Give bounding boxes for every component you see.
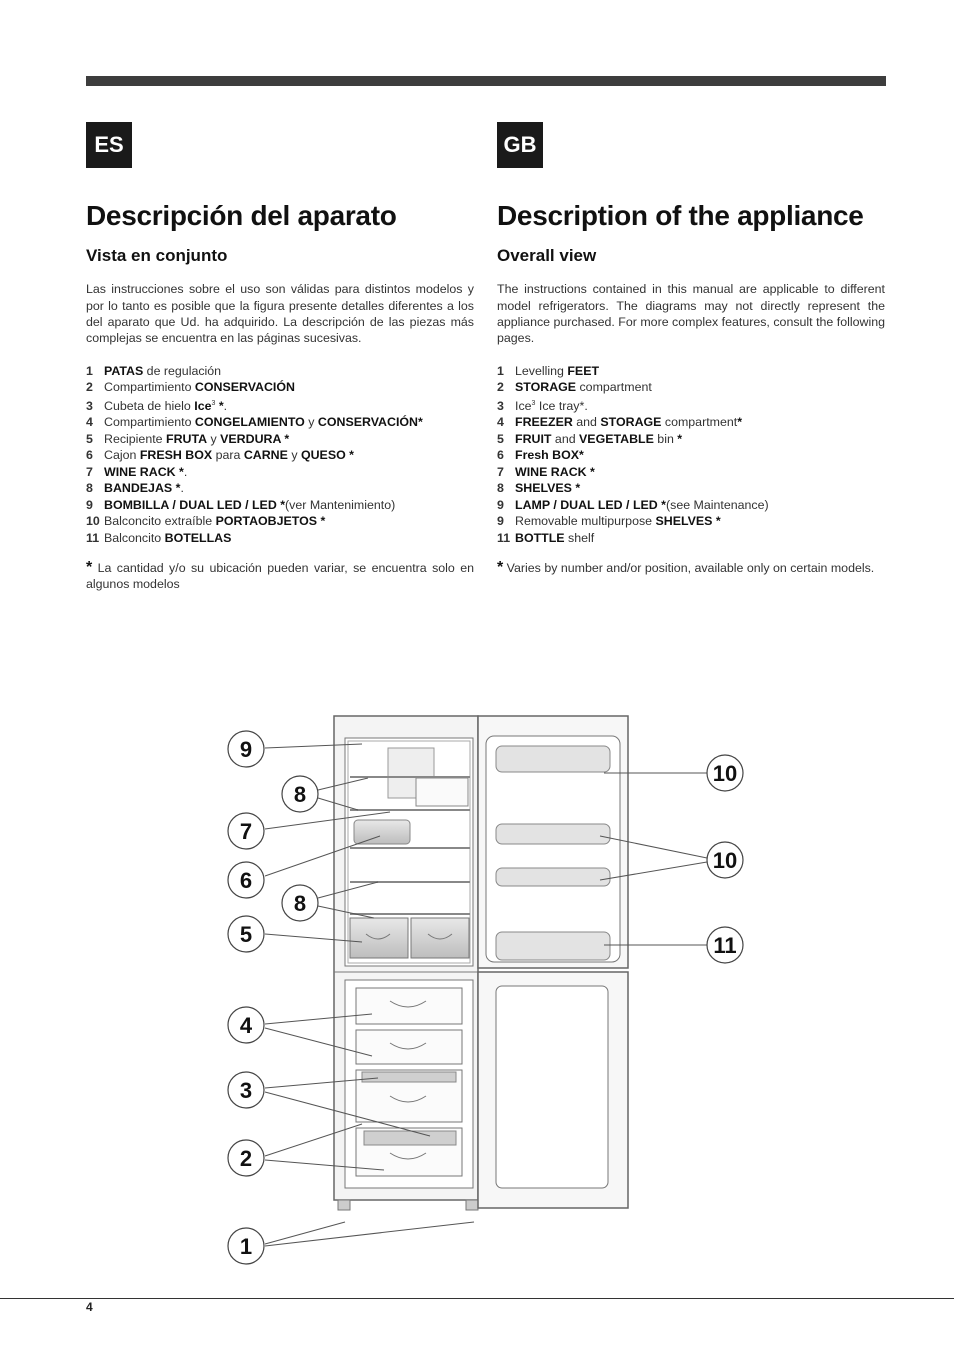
item-text: CONSERVACIÓN* [317,415,423,430]
callout-2: 2 [239,1146,253,1171]
item-text: Compartimiento [104,380,195,395]
item-text: . [183,464,188,479]
item-text: FRUTA [166,431,208,446]
item-text: VEGETABLE [579,431,654,446]
list-item [86,431,474,448]
item-text: bin [653,431,678,446]
item-number: 11 [86,530,100,545]
callout-8-lower: 8 [293,891,307,916]
footnote-star: * [86,559,93,577]
item-number: 4 [497,415,504,430]
item-number: 9 [497,497,504,512]
item-text: y [207,431,221,446]
item-text: (ver Mantenimiento) [285,497,396,512]
item-text: y [304,415,318,430]
item-text: (see Maintenance) [666,497,769,512]
callout-4: 4 [239,1013,253,1038]
list-item [497,396,885,415]
item-text: Levelling [515,363,568,378]
footnote-es [86,560,474,592]
item-text: BOTTLE [515,530,565,545]
list-item [86,480,474,497]
item-text: STORAGE [515,380,577,395]
list-item [497,497,885,514]
item-text: WINE RACK * [515,464,595,479]
callout-11: 11 [713,933,737,958]
item-number: 9 [86,497,93,512]
item-text: VERDURA * [220,431,290,446]
list-item [497,513,885,530]
list-item [497,464,885,481]
item-number: 11 [497,530,511,545]
item-text: and [551,431,580,446]
item-text: * [737,415,743,430]
callout-9: 9 [239,737,253,762]
item-text: STORAGE [600,415,662,430]
list-item [497,480,885,497]
callout-5: 5 [239,922,253,947]
item-text: Cajon [104,448,140,463]
section-title-gb: Description of the appliance [497,200,864,231]
item-text: BOMBILLA / DUAL LED / LED * [104,497,286,512]
item-number: 7 [86,464,93,479]
item-text: BANDEJAS * [104,481,181,496]
item-text: SHELVES * [655,514,721,529]
item-text: . [180,481,184,496]
list-item [86,363,474,380]
page-number: 4 [86,1300,93,1314]
list-item [497,414,885,431]
item-text: * [215,398,224,413]
list-item [86,464,474,481]
footer-rule [0,1298,954,1299]
item-number: 4 [86,415,93,430]
item-text: shelf [564,530,595,545]
list-item [497,530,885,547]
item-number: 1 [86,363,93,378]
item-text: SHELVES * [515,481,581,496]
item-number: 7 [497,464,504,479]
footnote-text: La cantidad y/o su ubicación pueden variar, se encuentra solo en algunos modelos [86,561,474,592]
section-subtitle-gb: Overall view [497,246,597,266]
list-item [86,396,474,415]
item-text: Ice [515,398,532,413]
item-text: y [287,448,301,463]
item-number: 2 [497,380,504,395]
item-text: 3 [531,399,536,407]
parts-list-gb [497,363,885,547]
item-text: Ice tray*. [535,398,588,413]
item-number: 8 [86,481,93,496]
item-text: FRUIT [515,431,552,446]
footnote-star: * [497,559,504,577]
intro-text-es: Las instrucciones sobre el uso son válidas para distintos modelos y por lo tanto es posible que la figura presente detalles diferentes a los del aparato que Ud. ha adquirido. La descripción de las piezas más complejas se encuentra en las páginas sucesivas. [86,282,474,346]
list-item [86,530,474,547]
list-item [497,431,885,448]
item-text: FRESH BOX [139,448,213,463]
item-number: 3 [497,398,504,413]
footnote-gb [497,560,885,576]
item-text: Balconcito extraíble [104,514,216,529]
list-item [86,379,474,396]
item-text: CARNE [243,448,288,463]
item-text: Removable multipurpose [515,514,656,529]
section-title-es: Descripción del aparato [86,200,397,231]
footnote-text: Varies by number and/or position, available only on certain models. [503,561,875,576]
intro-text-gb: The instructions contained in this manual are applicable to different model refrigerators. The diagrams may not directly represent the appliance purchased. For more complex features, consult the following pages. [497,282,885,346]
section-subtitle-es: Vista en conjunto [86,246,228,266]
item-text: para [212,448,244,463]
item-text: CONGELAMIENTO [194,415,305,430]
callout-10-lower: 10 [712,848,738,873]
column-spanish [86,122,474,592]
column-english [497,122,885,576]
item-text: PATAS [104,363,144,378]
item-text: CONSERVACIÓN [194,380,295,395]
list-item [86,414,474,431]
callout-3: 3 [239,1078,253,1103]
list-item [497,379,885,396]
item-number: 5 [86,431,93,446]
language-badge-gb: GB [497,122,543,168]
item-text: Balconcito [104,530,165,545]
callout-6: 6 [239,868,253,893]
item-text: QUESO * [300,448,354,463]
item-text: compartment [661,415,738,430]
item-text: PORTAOBJETOS * [215,514,326,529]
item-text: FEET [567,363,600,378]
item-number: 2 [86,380,93,395]
item-text: FREEZER [515,415,573,430]
item-number: 9 [497,514,504,529]
item-text: LAMP / DUAL LED / LED * [515,497,666,512]
parts-list-es [86,363,474,547]
callout-10-upper: 10 [712,761,738,786]
item-text: and [572,415,601,430]
item-text: BOTELLAS [164,530,232,545]
item-number: 6 [86,448,93,463]
appliance-diagram [220,700,760,1280]
item-text: Ice [194,398,212,413]
item-text: 3 [211,399,216,407]
item-number: 3 [86,398,93,413]
language-badge-es: ES [86,122,132,168]
item-number: 8 [497,481,504,496]
list-item [86,497,474,514]
item-number: 1 [497,363,504,378]
item-text: Cubeta de hielo [104,398,195,413]
item-text: * [677,431,683,446]
item-text: Compartimiento [104,415,195,430]
item-number: 10 [86,514,100,529]
list-item [497,363,885,380]
callout-8-upper: 8 [293,782,307,807]
list-item [86,513,474,530]
item-text: compartment [576,380,652,395]
list-item [86,447,474,464]
item-text: . [223,398,228,413]
item-text: de regulación [143,363,222,378]
callout-1: 1 [239,1234,253,1259]
callout-7: 7 [239,819,253,844]
item-text: WINE RACK * [104,464,184,479]
item-text: Recipiente [104,431,166,446]
list-item [497,447,885,464]
item-text: Fresh BOX* [515,448,584,463]
header-rule [86,76,886,86]
item-number: 6 [497,448,504,463]
item-number: 5 [497,431,504,446]
